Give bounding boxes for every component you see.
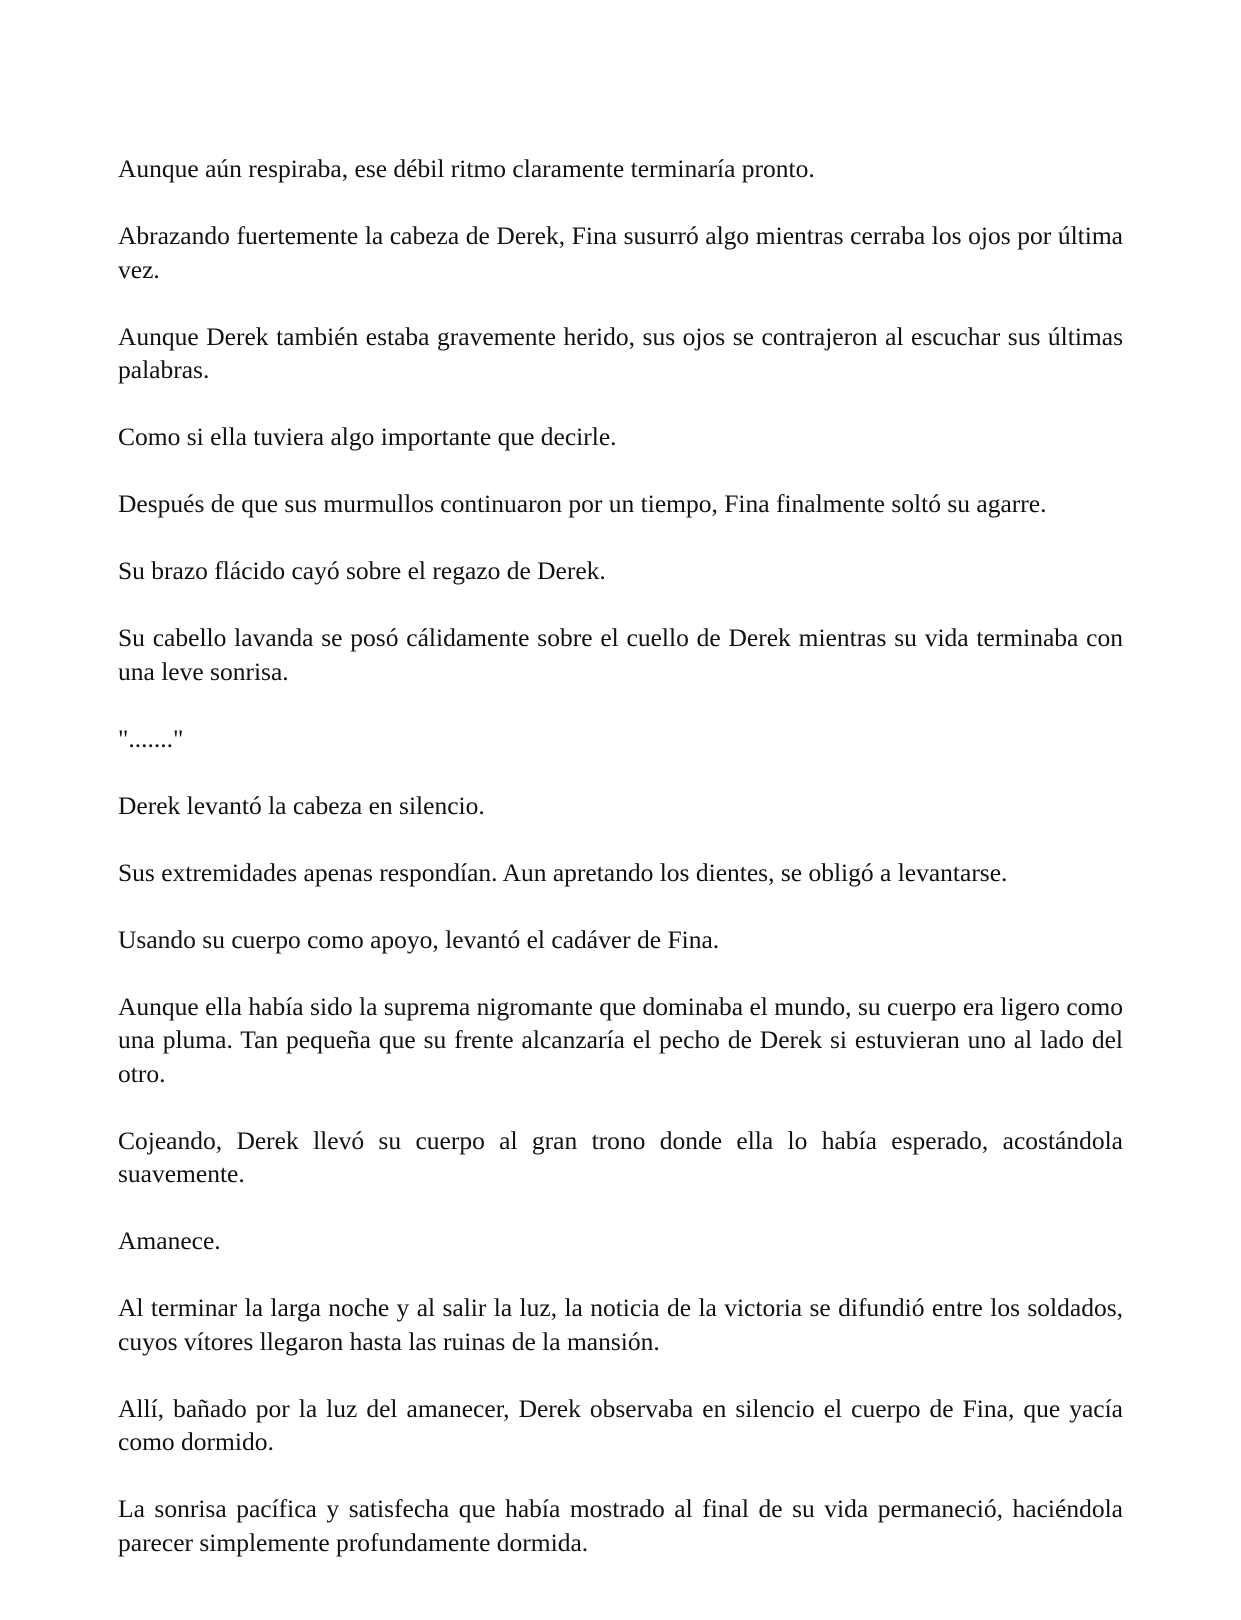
paragraph: La sonrisa pacífica y satisfecha que había mostrado al final de su vida permaneció, haciéndola parecer simplemente profundamente dormida.: [118, 1494, 1123, 1557]
paragraph: Amanece.: [118, 1226, 221, 1255]
paragraph: Cojeando, Derek llevó su cuerpo al gran trono donde ella lo había esperado, acostándola suavemente.: [118, 1125, 1123, 1188]
paragraph: Allí, bañado por la luz del amanecer, Derek observaba en silencio el cuerpo de Fina, que yacía como dormido.: [118, 1393, 1123, 1456]
paragraph: Al terminar la larga noche y al salir la luz, la noticia de la victoria se difundió entre los soldados, cuyos vítores llegaron hasta las ruinas de la mansión.: [118, 1293, 1123, 1356]
paragraph: Después de que sus murmullos continuaron por un tiempo, Fina finalmente soltó su agarre.: [118, 489, 1047, 518]
paragraph: Derek levantó la cabeza en silencio.: [118, 790, 485, 820]
paragraph: Su brazo flácido cayó sobre el regazo de Derek.: [118, 556, 606, 585]
document-page: [118, 152, 1123, 1559]
paragraph: Su cabello lavanda se posó cálidamente sobre el cuello de Derek mientras su vida terminaba con una leve sonrisa.: [118, 623, 1123, 686]
dialogue-ellipsis: ".......": [118, 723, 184, 753]
paragraph: Abrazando fuertemente la cabeza de Derek, Fina susurró algo mientras cerraba los ojos por última vez.: [118, 221, 1123, 284]
paragraph: Sus extremidades apenas respondían. Aun apretando los dientes, se obligó a levantarse.: [118, 857, 1008, 887]
paragraph: Aunque Derek también estaba gravemente herido, sus ojos se contrajeron al escuchar sus últimas palabras.: [118, 321, 1123, 384]
paragraph: Aunque ella había sido la suprema nigromante que dominaba el mundo, su cuerpo era ligero como una pluma. Tan pequeña que su frente alcanzaría el pecho de Derek si estuvieran uno al lado del otro.: [118, 991, 1123, 1088]
paragraph: Como si ella tuviera algo importante que decirle.: [118, 422, 617, 451]
paragraph: Usando su cuerpo como apoyo, levantó el cadáver de Fina.: [118, 924, 720, 954]
paragraph: Aunque aún respiraba, ese débil ritmo claramente terminaría pronto.: [118, 154, 815, 183]
